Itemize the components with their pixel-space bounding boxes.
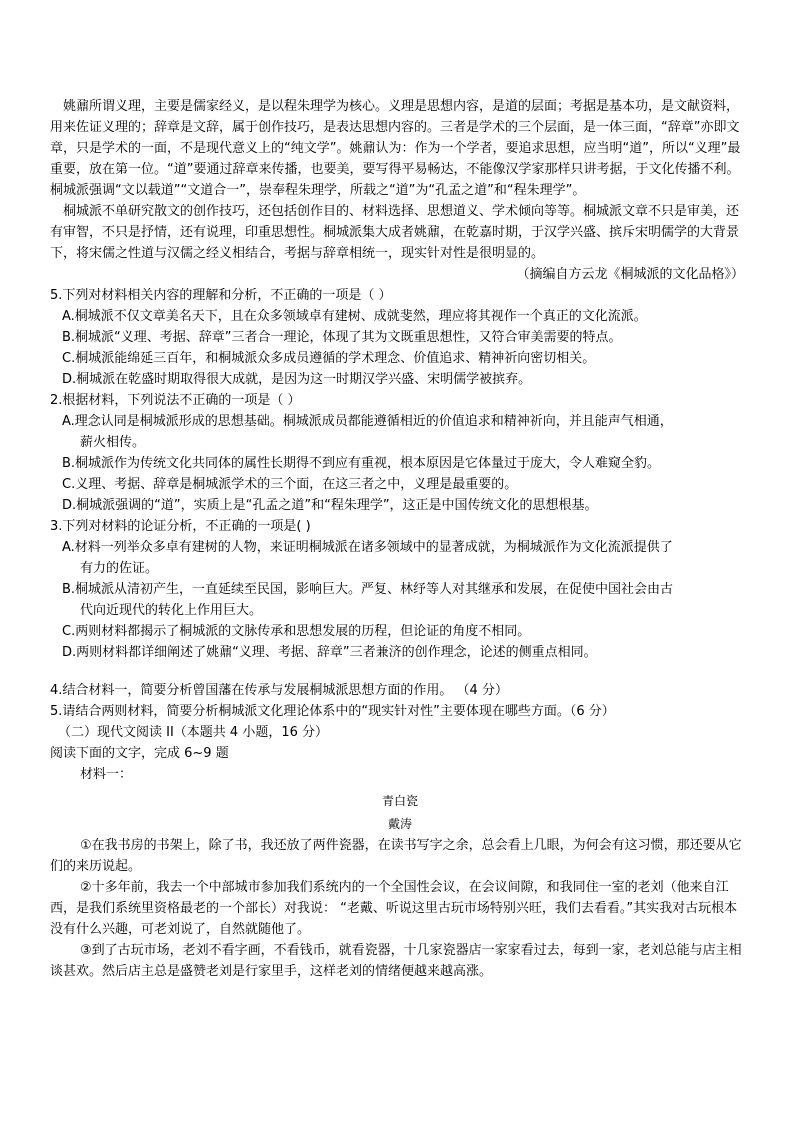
document-page (50, 96, 750, 982)
material-source: （摘编自方云龙《桐城派的文化品格》） (516, 267, 744, 282)
article-paragraph-3: ③到了古玩市场，老刘不看字画，不看钱币，就看瓷器，十几家瓷器店一家家看过去，每到一家，老刘总能与店主相谈甚欢。然后店主总是盛赞老刘是行家里手，这样老刘的情绪便越来越高涨。 (50, 943, 742, 979)
article-title: 青白瓷 (381, 794, 418, 808)
article-paragraph-2: ②十多年前，我去一个中部城市参加我们系统内的一个全国性会议，在会议间隙，和我同住一室的老刘（他来自江西，是我们系统里资格最老的一个部长）对我说： “老戴、听说这里古玩市场特别兴旺，我们去看看。”其实我对古玩根本没有什么兴趣，可老刘说了，自然就随他了。 (50, 880, 738, 937)
article-paragraph-1: ①在我书房的书架上，除了书，我还放了两件瓷器，在读书写字之余，总会看上几眼，为何会有这习惯，那还要从它们的来历说起。 (50, 838, 742, 874)
question-5-option-d: D.桐城派在乾盛时期取得很大成就，是因为这一时期汉学兴盛、宋明儒学被摈弃。 (62, 372, 532, 387)
material-paragraph-2: 桐城派不单研究散文的创作技巧，还包括创作目的、材料选择、思想道义、学术倾向等等。桐城派文章不只是审美，还有审智，不只是抒情，还有说理，印重思想性。桐城派集大成者姚鼐，在乾嘉时期，于汉学兴盛、摈斥宋明儒学的大背景下，将宋儒之性道与汉儒之经义相结合，考据与辞章相统一，现实针对性是很明显的。 (50, 204, 740, 261)
question-3-option-c: C.两则材料都揭示了桐城派的文脉传承和思想发展的历程，但论证的角度不相同。 (62, 624, 531, 639)
section-2-heading: （二）现代文阅读 II（本题共 4 小题，16 分） (58, 725, 329, 740)
question-5-stem: 5.下列对材料相关内容的理解和分析，不正确的一项是（ ） (50, 288, 392, 303)
question-3-option-b-cont: 代向近现代的转化上作用巨大。 (80, 603, 263, 618)
question-2-option-a: A.理念认同是桐城派形成的思想基础。桐城派成员都能遵循相近的价值追求和精神祈向，并且能声气相通， (62, 414, 673, 429)
question-2-option-c: C.义理、考据、辞章是桐城派学术的三个面，在这三者之中，义理是最重要的。 (62, 477, 518, 492)
section-2-instruction: 阅读下面的文字，完成 6~9 题 (50, 746, 229, 761)
question-2-option-d: D.桐城派强调的“道”，实质上是“孔孟之道”和“程朱理学”，这正是中国传统文化的思想根基。 (62, 498, 598, 513)
question-2-stem: 2.根据材料，下列说法不正确的一项是（ ） (50, 393, 301, 408)
question-2-option-b: B.桐城派作为传统文化共同体的属性长期得不到应有重视，根本原因是它体量过于庞大，令人难窥全豹。 (62, 456, 661, 471)
question-3-option-a: A.材料一列举众多卓有建树的人物，来证明桐城派在诸多领域中的显著成就，为桐城派作为文化流派提供了 (62, 540, 673, 555)
question-5-short: 5.请结合两则材料，简要分析桐城派文化理论体系中的“现实针对性”主要体现在哪些方面。（6 分） (50, 704, 615, 719)
question-2-option-a-cont: 薪火相传。 (80, 435, 146, 450)
article-author: 戴涛 (387, 817, 412, 831)
question-3-option-b: B.桐城派从清初产生，一直延续至民国，影响巨大。严复、林纾等人对其继承和发展，在促使中国社会由古 (62, 582, 674, 597)
question-5-option-a: A.桐城派不仅文章美名天下，且在众多领域卓有建树、成就斐然，理应将其视作一个真正的文化流派。 (62, 309, 647, 324)
question-3-option-d: D.两则材料都详细阐述了姚鼐“义理、考据、辞章”三者兼济的创作理念，论述的侧重点相同。 (62, 645, 597, 660)
question-3-stem: 3.下列对材料的论证分析，不正确的一项是( ) (50, 519, 311, 534)
question-4: 4.结合材料一，简要分析曾国藩在传承与发展桐城派思想方面的作用。 （4 分） (50, 683, 508, 698)
material-one-label: 材料一： (80, 767, 133, 782)
question-5-option-b: B.桐城派“义理、考据、辞章”三者合一理论，体现了其为文既重思想性，又符合审美需要的特点。 (62, 330, 622, 345)
question-3-option-a-cont: 有力的佐证。 (80, 561, 159, 576)
question-5-option-c: C.桐城派能绵延三百年，和桐城派众多成员遵循的学术理念、价值追求、精神祈向密切相关。 (62, 351, 596, 366)
spacer (50, 663, 750, 680)
material-paragraph-1: 姚鼐所谓义理，主要是儒家经义，是以程朱理学为核心。义理是思想内容，是道的层面；考据是基本功，是文献资料，用来佐证义理的；辞章是文辞，属于创作技巧，是表达思想内容的。三者是学术的三个层面，是一体三面，“辞章”亦即文章，只是学术的一面，不是现代意义上的“纯文学”。姚鼐认为：作为一个学者，要追求思想，应当明“道”，所以“义理”最重要，放在第一位。“道”要通过辞章来传播，也要美，要写得平易畅达，不能像汉学家那样只讲考据，于文化传播不利。桐城派强调“文以载道”“文道合一”，崇奉程朱理学，所载之“道”为“孔孟之道”和“程朱理学”。 (50, 99, 741, 198)
